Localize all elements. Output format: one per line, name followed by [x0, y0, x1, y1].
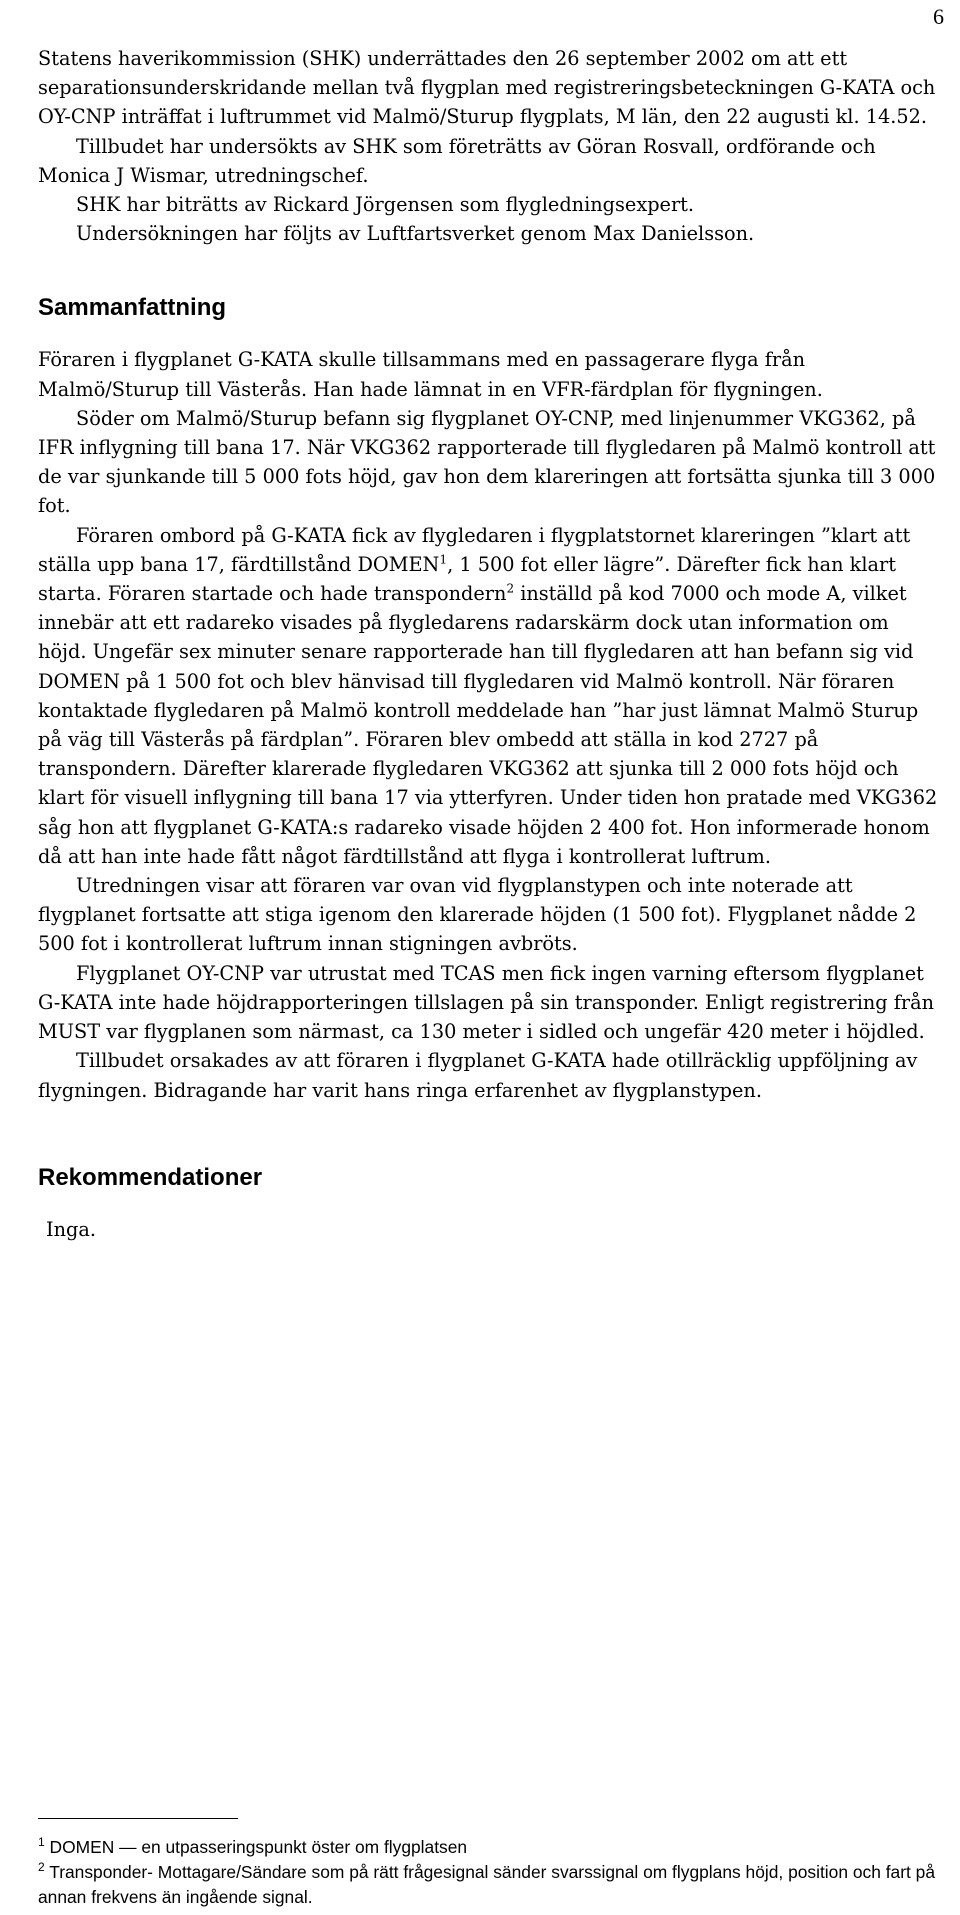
summary-text: , 1 500 fot eller lägre”. Därefter fick han klart starta. Föraren startade och hade transpondern: [38, 552, 896, 606]
footnote-separator: [38, 1818, 238, 1819]
footnote-ref-2[interactable]: 2: [506, 581, 515, 596]
footnote-1: [38, 1835, 953, 1860]
footnote-number: 1: [38, 1835, 45, 1850]
summary-paragraph: Tillbudet orsakades av att föraren i flygplanet G-KATA hade otillräcklig uppföljning av flygningen. Bidragande har varit hans ringa erfarenhet av flygplanstypen.: [38, 1049, 918, 1102]
summary-heading: Sammanfattning: [38, 294, 227, 322]
footnote-2: [38, 1860, 953, 1910]
summary-text: inställd på kod 7000 och mode A, vilket innebär att ett radareko visades på flygledarens radarskärm dock utan information om höjd. Ungefär sex minuter senare rapporterade han till flygledaren att han befann sig vid DOMEN på 1 500 fot och blev hänvisad till flygledaren vid Malmö kontroll. När föraren kontaktade flygledaren på Malmö kontroll meddelade han ”har just lämnat Malmö Sturup på väg till Västerås på färdplan”. Föraren blev ombedd att ställa in kod 2727 på transpondern. Därefter klarerade flygledaren VKG362 att sjunka till 2 000 fots höjd och klart för visuell inflygning till bana 17 via ytterfyren. Under tiden hon pratade med VKG362 såg hon att flygplanet G-KATA:s radareko visade höjden 2 400 fot. Hon informerade honom då att han inte hade fått något färdtillstånd att flyga i kontrollerat luftrum.: [38, 582, 938, 868]
summary-section: [38, 345, 938, 1104]
document-body: [38, 44, 938, 1244]
recommendations-text: Inga.: [46, 1217, 97, 1241]
intro-section: [38, 44, 938, 248]
summary-text: Föraren ombord på G-KATA fick av flygledaren i flygplatstornet klareringen ”klart att ställa upp bana 17, färdtillstånd DOMEN: [38, 523, 911, 576]
recommendations-heading: Rekommendationer: [38, 1163, 263, 1191]
page-number: 6: [933, 4, 944, 29]
footnote-text: Transponder- Mottagare/Sändare som på rätt frågesignal sänder svarssignal om flygplans höjd, position och fart på annan frekvens än ingående signal.: [38, 1862, 936, 1907]
footnote-ref-1[interactable]: 1: [439, 552, 448, 567]
summary-paragraph: Utredningen visar att föraren var ovan vid flygplanstypen och inte noterade att flygplanet fortsatte att stiga igenom den klarerade höjden (1 500 fot). Flygplanet nådde 2 500 fot i kontrollerat luftrum innan stigningen avbröts.: [38, 874, 917, 956]
summary-paragraph: [38, 521, 938, 871]
footnote-text: DOMEN — en utpasseringspunkt öster om flygplatsen: [49, 1837, 468, 1857]
footnote-number: 2: [38, 1860, 45, 1875]
intro-paragraph: Undersökningen har följts av Luftfartsverket genom Max Danielsson.: [76, 222, 755, 246]
footnotes: [38, 1835, 953, 1910]
summary-paragraph: Söder om Malmö/Sturup befann sig flygplanet OY-CNP, med linjenummer VKG362, på IFR inflygning till bana 17. När VKG362 rapporterade till flygledaren på Malmö kontroll att de var sjunkande till 5 000 fots höjd, gav hon dem klareringen att fortsätta sjunka till 3 000 fot.: [38, 406, 936, 518]
intro-paragraph: Tillbudet har undersökts av SHK som företrätts av Göran Rosvall, ordförande och Monica J Wismar, utredningschef.: [38, 134, 876, 187]
intro-paragraph: Statens haverikommission (SHK) underrättades den 26 september 2002 om att ett separationsunderskridande mellan två flygplan med registreringsbeteckningen G-KATA och OY-CNP inträffat i luftrummet vid Malmö/Sturup flygplats, M län, den 22 augusti kl. 14.52.: [38, 47, 936, 129]
summary-paragraph: Flygplanet OY-CNP var utrustat med TCAS men fick ingen varning eftersom flygplanet G-KATA inte hade höjdrapporteringen tillslagen på sin transponder. Enligt registrering från MUST var flygplanen som närmast, ca 130 meter i sidled och ungefär 420 meter i höjdled.: [38, 961, 935, 1044]
summary-paragraph: Föraren i flygplanet G-KATA skulle tillsammans med en passagerare flyga från Malmö/Sturup till Västerås. Han hade lämnat in en VFR-färdplan för flygningen.: [38, 348, 823, 401]
intro-paragraph: SHK har biträtts av Rickard Jörgensen som flygledningsexpert.: [76, 193, 695, 217]
